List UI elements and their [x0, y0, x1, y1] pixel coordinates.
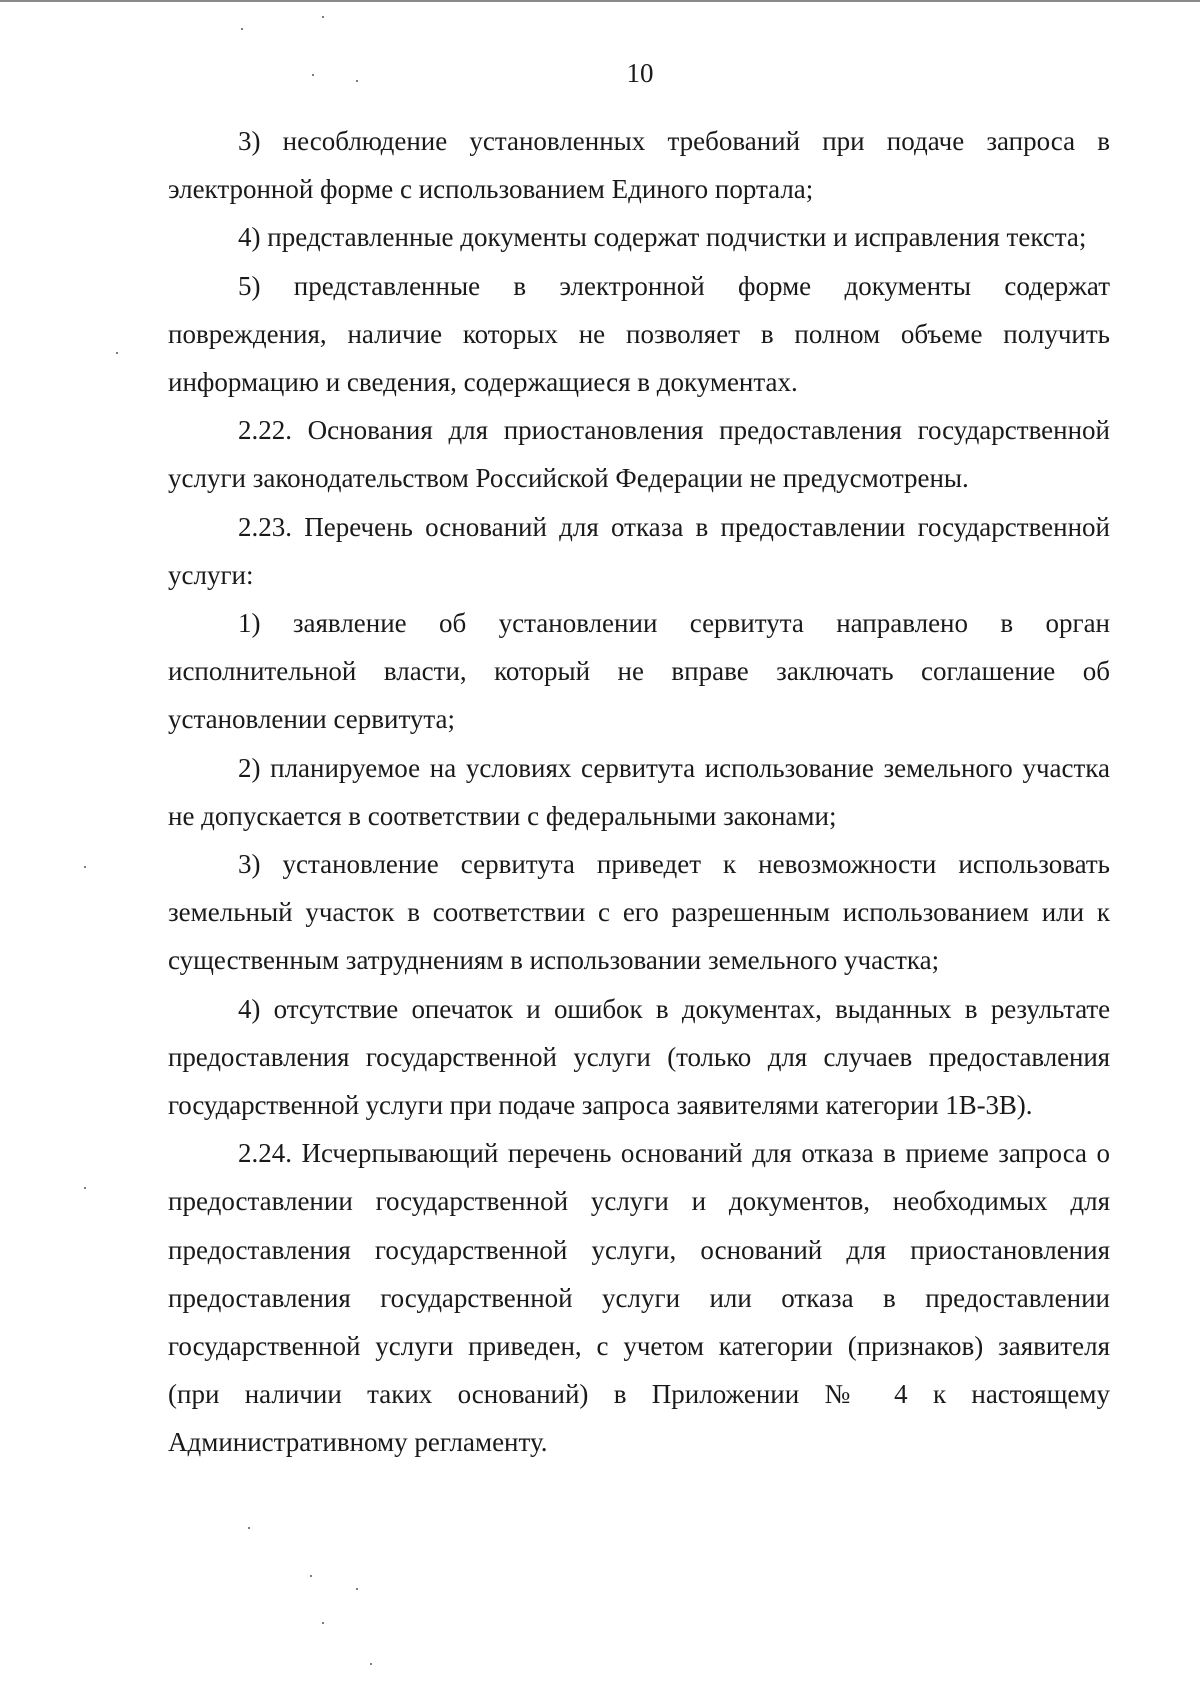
scan-speck [356, 1588, 358, 1590]
scan-speck [116, 352, 118, 354]
scan-speck [310, 1575, 312, 1577]
paragraph-item-5-damage: 5) представленные в электронной форме документы содержат повреждения, наличие которых не позволяет в полном объеме получить информацию и сведения, содержащиеся в документах. [168, 270, 1110, 398]
paragraph-2-23: 2.23. Перечень оснований для отказа в предоставлении государственной услуги: [168, 511, 1110, 590]
paragraph-item-4-corrections: 4) представленные документы содержат подчистки и исправления текста; [238, 222, 1087, 253]
scan-speck [356, 80, 358, 82]
page-top-border [0, 0, 1200, 2]
scan-speck [312, 74, 314, 76]
paragraph-refusal-1: 1) заявление об установлении сервитута направлено в орган исполнительной власти, который не вправе заключать соглашение об установлении сервитута; [168, 608, 1110, 735]
document-body [168, 117, 1110, 1467]
scan-speck [241, 28, 243, 30]
paragraph-refusal-3: 3) установление сервитута приведет к невозможности использовать земельный участок в соответствии с его разрешенным использованием или к существенным затруднениям в использовании земельного участка; [168, 849, 1110, 976]
scan-speck [370, 1663, 372, 1665]
page-number: 10 [626, 58, 654, 88]
scan-speck [322, 1622, 324, 1624]
paragraph-refusal-4: 4) отсутствие опечаток и ошибок в документах, выданных в результате предоставления государственной услуги (только для случаев предоставления государственной услуги при подаче запроса заявителями категории 1В-3В). [168, 993, 1110, 1121]
scan-speck [84, 1187, 86, 1189]
paragraph-2-24: 2.24. Исчерпывающий перечень оснований для отказа в приеме запроса о предоставлении государственной услуги и документов, необходимых для предоставления государственной услуги, оснований для приостановления предоставления государственной услуги или отказа в предоставлении государственной услуги приведен, с учетом категории (признаков) заявителя (при наличии таких оснований) в Приложении № 4 к настоящему Административному регламенту. [168, 1138, 1110, 1458]
scan-speck [322, 16, 324, 18]
paragraph-item-3-portal: 3) несоблюдение установленных требований при подаче запроса в электронной форме с использованием Единого портала; [168, 126, 1110, 205]
paragraph-refusal-2: 2) планируемое на условиях сервитута использование земельного участка не допускается в соответствии с федеральными законами; [168, 752, 1110, 831]
scan-speck [248, 1527, 250, 1529]
paragraph-2-22: 2.22. Основания для приостановления предоставления государственной услуги законодательством Российской Федерации не предусмотрены. [168, 415, 1110, 494]
scan-speck [84, 866, 86, 868]
